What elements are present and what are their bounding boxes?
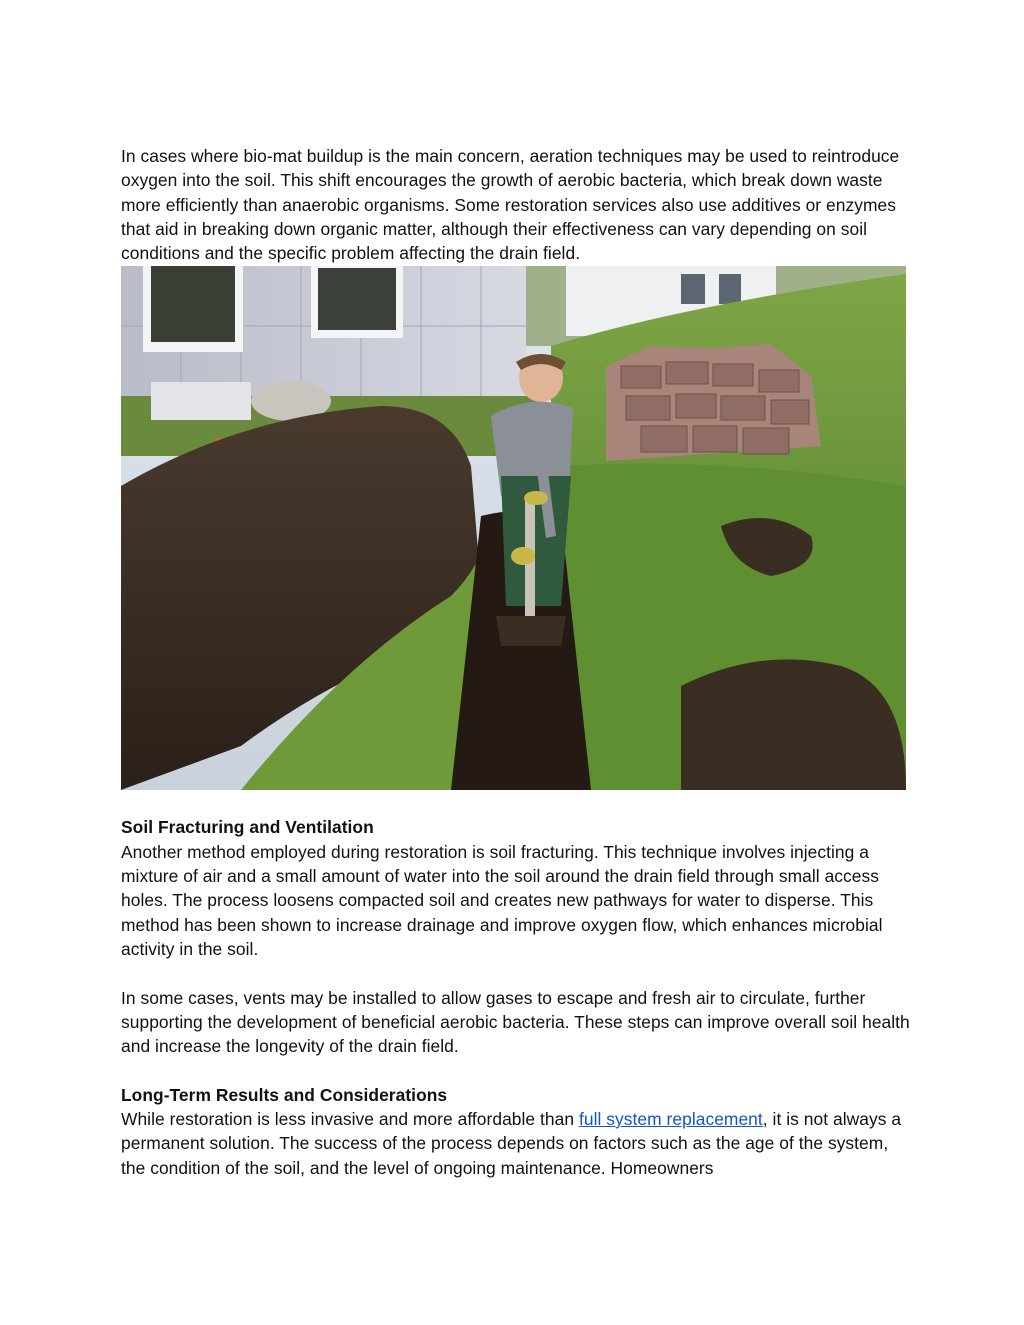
long-term-text-end: , it is not always a permanent solution. The success of the process depends on factors such as the age of the system, the condition of the soil, and the level of ongoing maintenance. Homeowners	[121, 1109, 902, 1178]
paragraph-spacer	[121, 961, 911, 985]
long-term-paragraph	[121, 1107, 911, 1180]
trench-digging-photo	[121, 266, 906, 790]
soil-fracturing-paragraph: Another method employed during restoration is soil fracturing. This technique involves injecting a mixture of air and a small amount of water into the soil around the drain field through small access holes. The process loosens compacted soil and creates new pathways for water to disperse. This method has been shown to increase drainage and improve oxygen flow, which enhances microbial activity in the soil.	[121, 841, 883, 959]
section-heading-soil-fracturing: Soil Fracturing and Ventilation	[121, 817, 374, 838]
full-system-replacement-link[interactable]: full system replacement	[578, 1109, 763, 1130]
document-body	[121, 144, 911, 1180]
long-term-text-start: While restoration is less invasive and more affordable than	[121, 1109, 579, 1130]
paragraph-spacer	[121, 1058, 911, 1082]
section-heading-long-term: Long-Term Results and Considerations	[121, 1084, 448, 1105]
vents-paragraph: In some cases, vents may be installed to allow gases to escape and fresh air to circulate, further supporting the development of beneficial aerobic bacteria. These steps can improve overall soil health and increase the longevity of the drain field.	[121, 987, 910, 1057]
intro-paragraph: In cases where bio-mat buildup is the main concern, aeration techniques may be used to reintroduce oxygen into the soil. This shift encourages the growth of aerobic bacteria, which break down waste more efficiently than anaerobic organisms. Some restoration services also use additives or enzymes that aid in breaking down organic matter, although their effectiveness can vary depending on soil conditions and the specific problem affecting the drain field.	[121, 146, 900, 264]
